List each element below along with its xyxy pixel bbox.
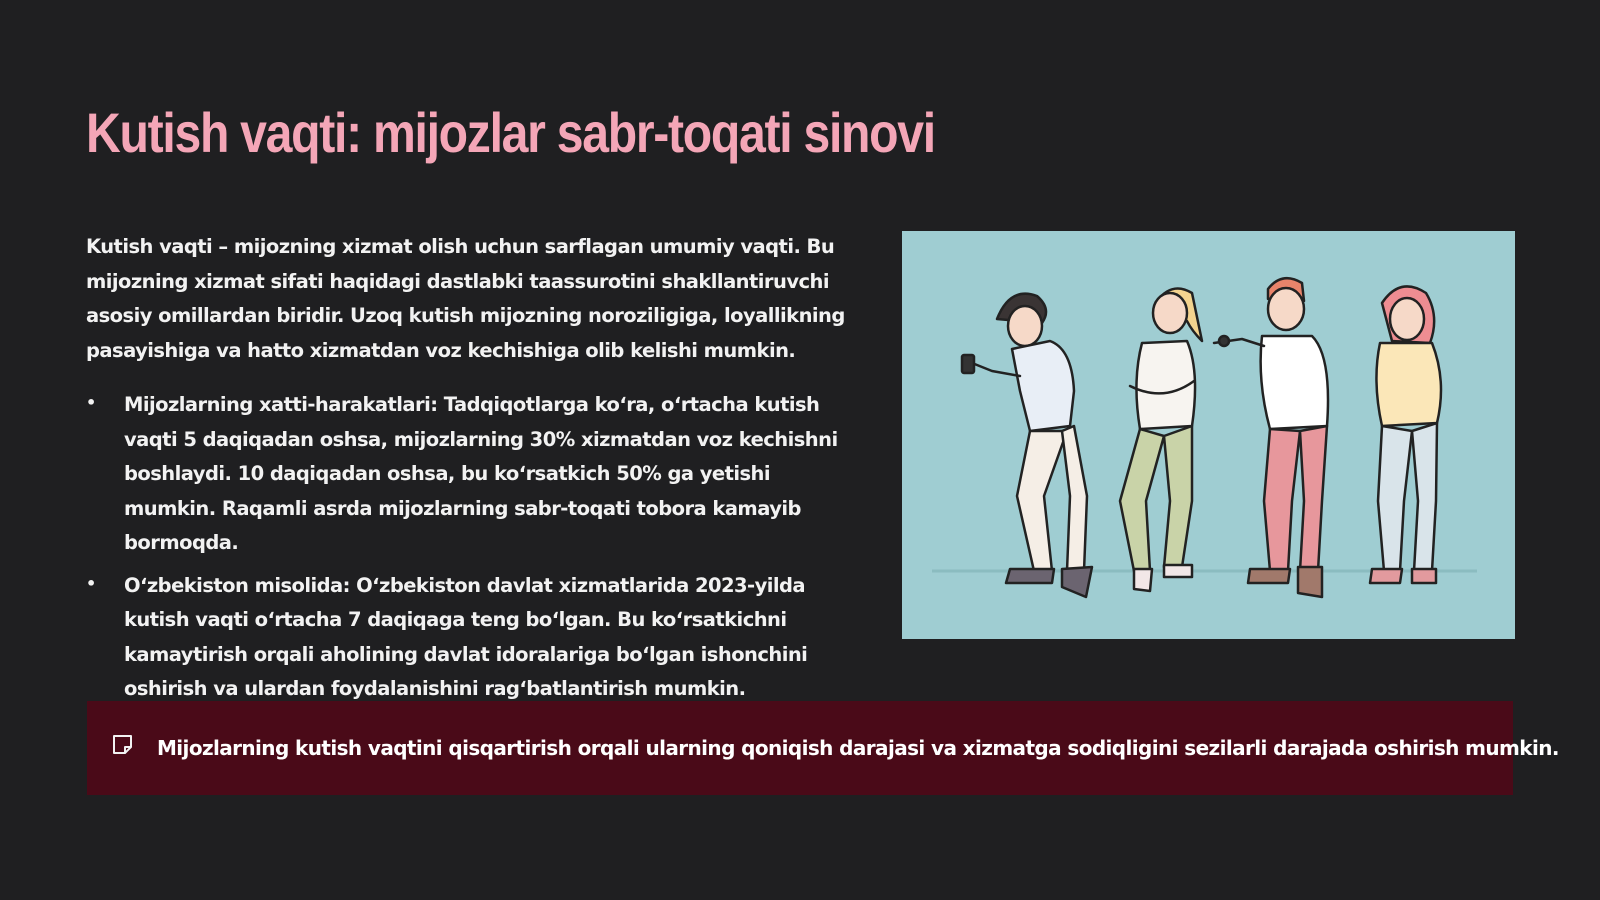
bullet-text: Mijozlarning xatti-harakatlari: Tadqiqotlarga koʻra, oʻrtacha kutish vaqti 5 daqiqadan oshsa, mijozlarning 30% xizmatdan voz kechishni boshlaydi. 10 daqiqadan oshsa, bu koʻrsatkich 50% ga yetishi mumkin. Raqamli asrda mijozlarning sabr-toqati tobora kamayib bormoqda. xyxy=(124,393,838,554)
list-item xyxy=(86,569,866,707)
shoe xyxy=(1062,567,1092,597)
pants xyxy=(1264,429,1300,571)
callout-text: Mijozlarning kutish vaqtini qisqartirish orqali ularning qoniqish darajasi va xizmatga sodiqligini sezilarli darajada oshirish mumkin. xyxy=(157,736,1559,760)
pants xyxy=(1120,429,1164,571)
person-phone xyxy=(962,294,1092,597)
shoe xyxy=(1412,569,1436,583)
phone-icon xyxy=(962,355,974,373)
list-item xyxy=(86,388,866,561)
sweater xyxy=(1376,343,1441,426)
intro-paragraph: Kutish vaqti – mijozning xizmat olish uchun sarflagan umumiy vaqti. Bu mijozning xizmat sifati haqidagi dastlabki taassurotini shakllantiruvchi asosiy omillardan biridir. Uzoq kutish mijozning noroziligiga, loyallikning pasayishiga va hatto xizmatdan voz kechishiga olib kelishi mumkin. xyxy=(86,235,845,362)
head xyxy=(1153,293,1187,333)
illustration-svg xyxy=(902,231,1515,639)
bullet-marker: • xyxy=(86,573,96,593)
watch-icon xyxy=(1219,336,1229,346)
shoe xyxy=(1370,569,1402,583)
person-anxious xyxy=(1370,286,1441,583)
shoe xyxy=(1164,565,1192,577)
person-arms-crossed xyxy=(1120,289,1202,592)
bullet-list xyxy=(86,388,866,707)
head xyxy=(1390,298,1424,340)
head xyxy=(1008,306,1042,346)
body-text xyxy=(86,230,866,715)
pants xyxy=(1378,426,1412,571)
arm xyxy=(972,363,1020,376)
person-checking-watch xyxy=(1214,278,1328,597)
shoe xyxy=(1248,569,1290,583)
people-waiting-illustration xyxy=(902,231,1515,639)
pants xyxy=(1017,431,1067,571)
shirt xyxy=(1012,341,1074,431)
shoe xyxy=(1134,569,1152,591)
shirt xyxy=(1261,336,1328,429)
shoe xyxy=(1006,569,1054,583)
bullet-marker: • xyxy=(86,393,96,412)
shoe xyxy=(1298,567,1322,597)
head xyxy=(1268,288,1304,330)
note-icon xyxy=(112,734,134,756)
slide-title: Kutish vaqti: mijozlar sabr-toqati sinovi xyxy=(86,101,935,164)
bullet-text: Oʻzbekiston misolida: Oʻzbekiston davlat xizmatlarida 2023-yilda kutish vaqti oʻrtacha 7 daqiqaga teng boʻlgan. Bu koʻrsatkichni kamaytirish orqali aholining davlat idoralariga boʻlgan ishonchini oshirish va ulardan foydalanishini ragʻbatlantirish mumkin. xyxy=(124,573,808,700)
